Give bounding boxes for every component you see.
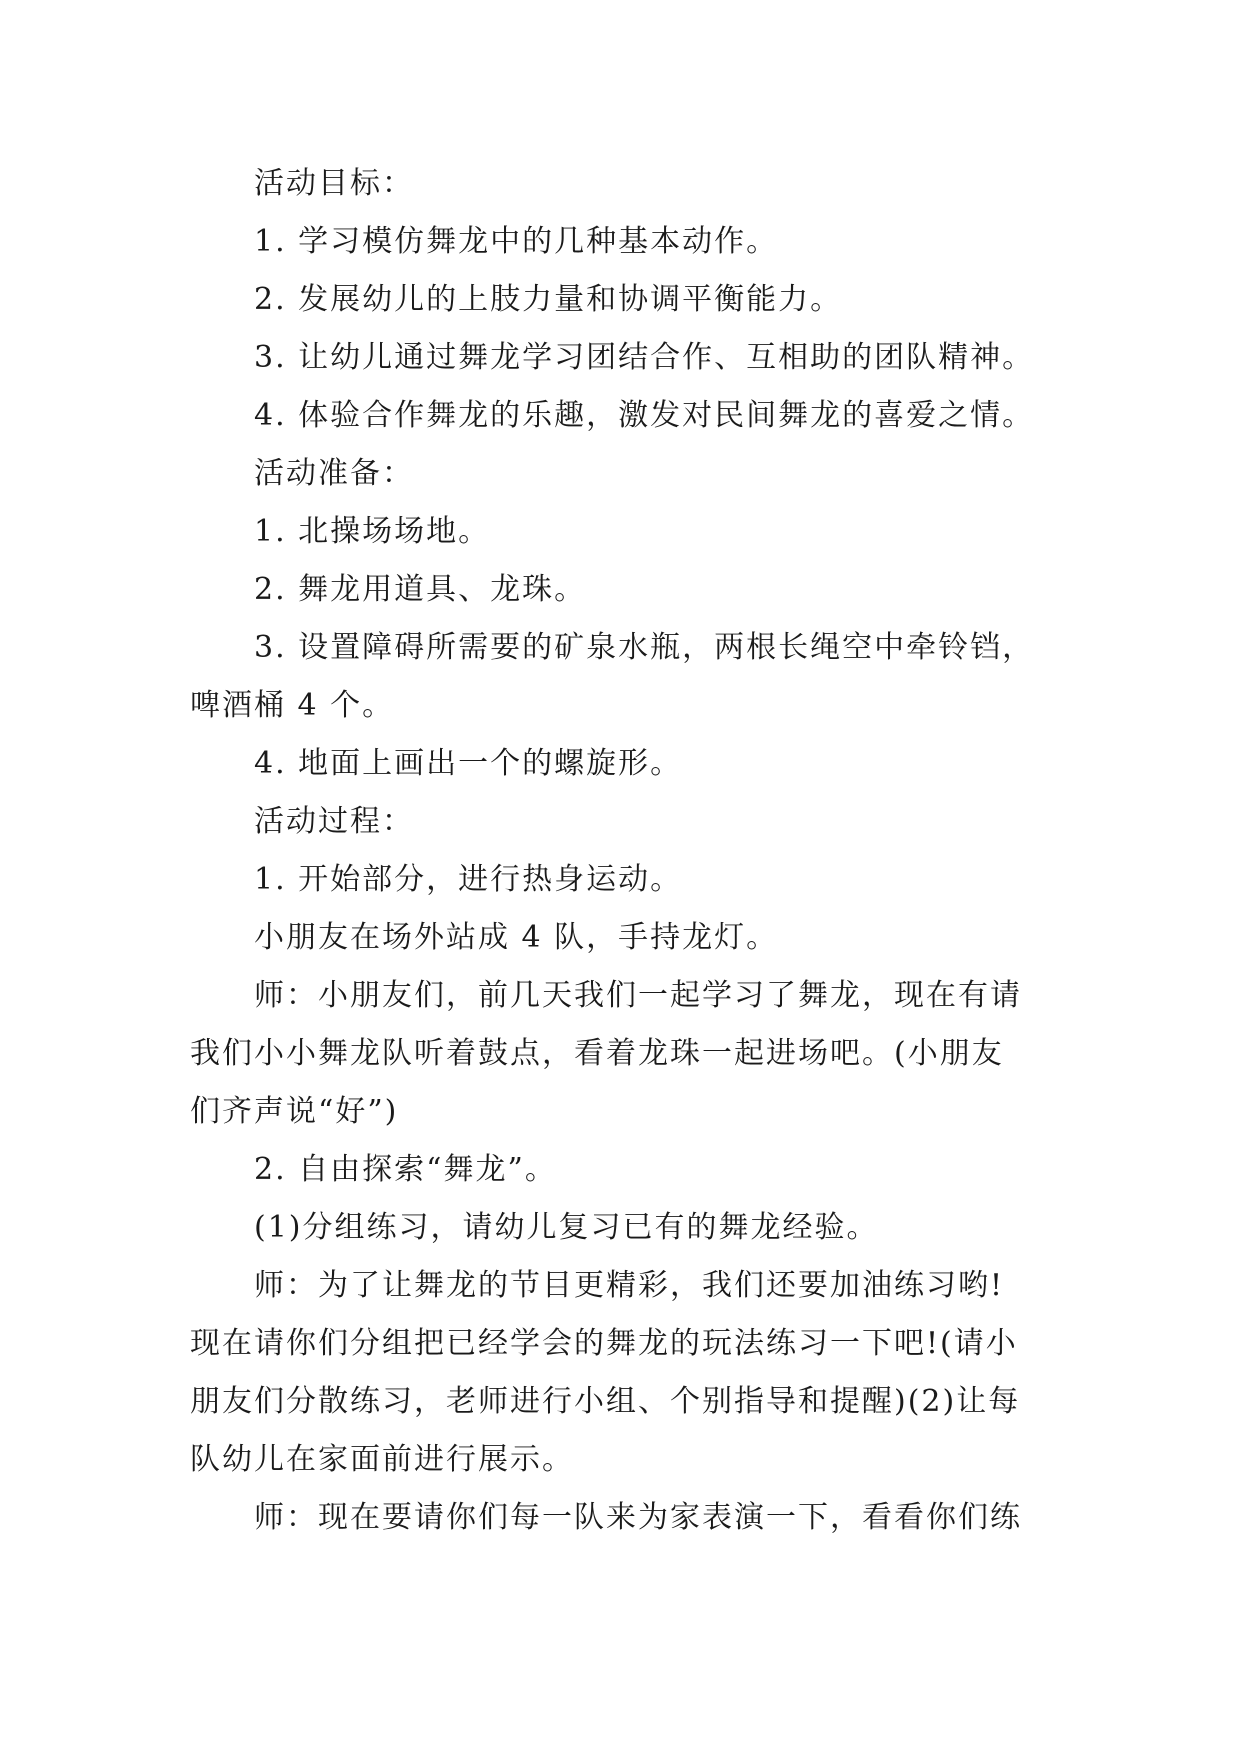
teacher-dialogue-2-line-2: 现在请你们分组把已经学会的舞龙的玩法练习一下吧!(请小 <box>190 1326 1018 1361</box>
teacher-dialogue-2-line-4: 队幼儿在家面前进行展示。 <box>190 1442 574 1477</box>
goal-item-4: 4. 体验合作舞龙的乐趣，激发对民间舞龙的喜爱之情。 <box>254 398 1035 433</box>
goal-item-2: 2. 发展幼儿的上肢力量和协调平衡能力。 <box>254 282 843 317</box>
prep-item-3: 3. 设置障碍所需要的矿泉水瓶，两根长绳空中牵铃铛， <box>254 630 1035 665</box>
goal-item-3: 3. 让幼儿通过舞龙学习团结合作、互相助的团队精神。 <box>254 340 1035 375</box>
teacher-dialogue-2-line-3: 朋友们分散练习，老师进行小组、个别指导和提醒)(2)让每 <box>190 1384 1021 1419</box>
process-step-1: 1. 开始部分，进行热身运动。 <box>254 862 683 897</box>
prep-item-4: 4. 地面上画出一个的螺旋形。 <box>254 746 683 781</box>
heading-activity-preparation: 活动准备： <box>254 456 414 491</box>
process-substep-1: (1)分组练习，请幼儿复习已有的舞龙经验。 <box>254 1210 879 1245</box>
prep-item-3-continued: 啤酒桶 4 个。 <box>190 688 395 723</box>
teacher-dialogue-3: 师：现在要请你们每一队来为家表演一下，看看你们练 <box>254 1500 1022 1535</box>
process-step-2: 2. 自由探索“舞龙”。 <box>254 1152 557 1187</box>
heading-activity-process: 活动过程： <box>254 804 414 839</box>
teacher-dialogue-1-line-2: 我们小小舞龙队听着鼓点，看着龙珠一起进场吧。(小朋友 <box>190 1036 1004 1071</box>
process-paragraph: 小朋友在场外站成 4 队，手持龙灯。 <box>254 920 779 955</box>
teacher-dialogue-1: 师：小朋友们，前几天我们一起学习了舞龙，现在有请 <box>254 978 1022 1013</box>
prep-item-2: 2. 舞龙用道具、龙珠。 <box>254 572 587 607</box>
goal-item-1: 1. 学习模仿舞龙中的几种基本动作。 <box>254 224 779 259</box>
teacher-dialogue-1-line-3: 们齐声说“好”) <box>190 1094 399 1129</box>
prep-item-1: 1. 北操场场地。 <box>254 514 491 549</box>
teacher-dialogue-2: 师：为了让舞龙的节目更精彩，我们还要加油练习哟! <box>254 1268 1005 1303</box>
heading-activity-goals: 活动目标： <box>254 166 414 201</box>
